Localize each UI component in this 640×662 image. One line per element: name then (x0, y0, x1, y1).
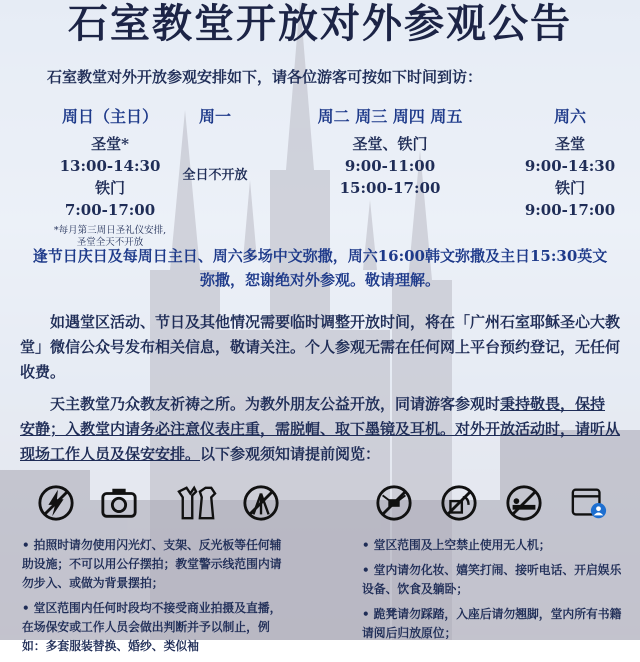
page-title: 石室教堂开放对外参观公告 (68, 0, 572, 47)
hours-line: 15:00-17:00 (339, 179, 441, 197)
etiquette-emphasis: 秉持敬畏，保持安静；入教堂内请务必注意仪表庄重，需脱帽、取下墨镜及耳机。对外开放活动时，请听从现场工作人员及保安安排。 (20, 395, 621, 463)
paragraph-adjustments: 如遇堂区活动、节日及其他情况需要临时调整开放时间，将在「广州石室耶稣圣心大教堂」微信公众号发布相关信息，敬请关注。个人参观无需在任何网上平台预约登记，无任何收费。 (20, 313, 621, 381)
rule-item: • 跪凳请勿踩踏，入座后请勿翘脚，堂内所有书籍请阅后归放原位； (362, 607, 622, 640)
rule-item: • 拍照时请勿使用闪光灯、支架、反光板等任何辅助设施；不可以用公仔摆拍；教堂警示线范围内请勿步入、或做为背景摆拍； (22, 538, 282, 590)
hours-line: 铁门 (94, 179, 125, 197)
camera-icon (100, 484, 138, 522)
clothing-icon (174, 484, 220, 522)
hours-line: 9:00-11:00 (344, 157, 436, 175)
hours-line: 9:00-14:30 (524, 157, 616, 175)
hours-line: 圣堂、铁门 (352, 135, 428, 153)
schedule-monday (160, 104, 270, 187)
hours-line: 铁门 (554, 179, 585, 197)
note: 圣堂全天不开放 (76, 237, 144, 248)
day-label: 周日（主日） (61, 107, 158, 126)
note: *每月第三周日圣礼仪安排, (53, 225, 167, 236)
rule-item: • 堂内请勿化妆、嬉笑打闹、接听电话、开启娱乐设备、饮食及躺卧； (362, 563, 622, 596)
no-sleeping-icon (505, 484, 543, 522)
intro-text: 石室教堂对外开放参观安排如下，请各位游客可按如下时间到访： (47, 68, 483, 86)
mass-notice (30, 244, 610, 292)
no-flash-icon (37, 484, 75, 522)
hours-line: 圣堂 (554, 135, 585, 153)
rules-left (22, 536, 282, 662)
rule-item: • 堂区范围内任何时段均不接受商业拍摄及直播，在场保安或工作人员会做出判断并予以制止，例如：多套服装替换、婚纱、类似袖 (22, 601, 282, 653)
day-label: 周六 (553, 107, 586, 126)
schedule-midweek (290, 104, 490, 199)
closed-label: 全日不开放 (182, 168, 248, 183)
rule-item: • 堂区范围及上空禁止使用无人机； (362, 538, 551, 552)
hours-line: 圣堂* (91, 135, 129, 153)
no-food-icon (440, 484, 478, 522)
day-label: 周一 (198, 107, 231, 126)
hours-line: 7:00-17:00 (64, 201, 156, 219)
day-label: 周二 周三 周四 周五 (317, 107, 463, 126)
etiquette-text: 以下参观须知请提前阅览： (200, 445, 381, 463)
mass-notice-line: 逢节日庆日及每周日主日、周六多场中文弥撒，周六16:00韩文弥撒及主日15:30英文 (32, 247, 608, 265)
mass-notice-line: 弥撒，恕谢绝对外参观。敬请理解。 (199, 271, 440, 289)
hours-line: 9:00-17:00 (524, 201, 616, 219)
hours-line: 13:00-14:30 (59, 157, 161, 175)
no-tripod-icon (242, 484, 280, 522)
schedule-saturday (510, 104, 630, 221)
paragraph-etiquette (20, 392, 620, 467)
rules-right (362, 536, 622, 649)
calendar-person-icon (570, 484, 608, 522)
etiquette-text: 天主教堂乃众教友祈祷之所。为教外朋友公益开放，同请游客参观时 (50, 395, 501, 413)
no-drone-icon (375, 484, 413, 522)
